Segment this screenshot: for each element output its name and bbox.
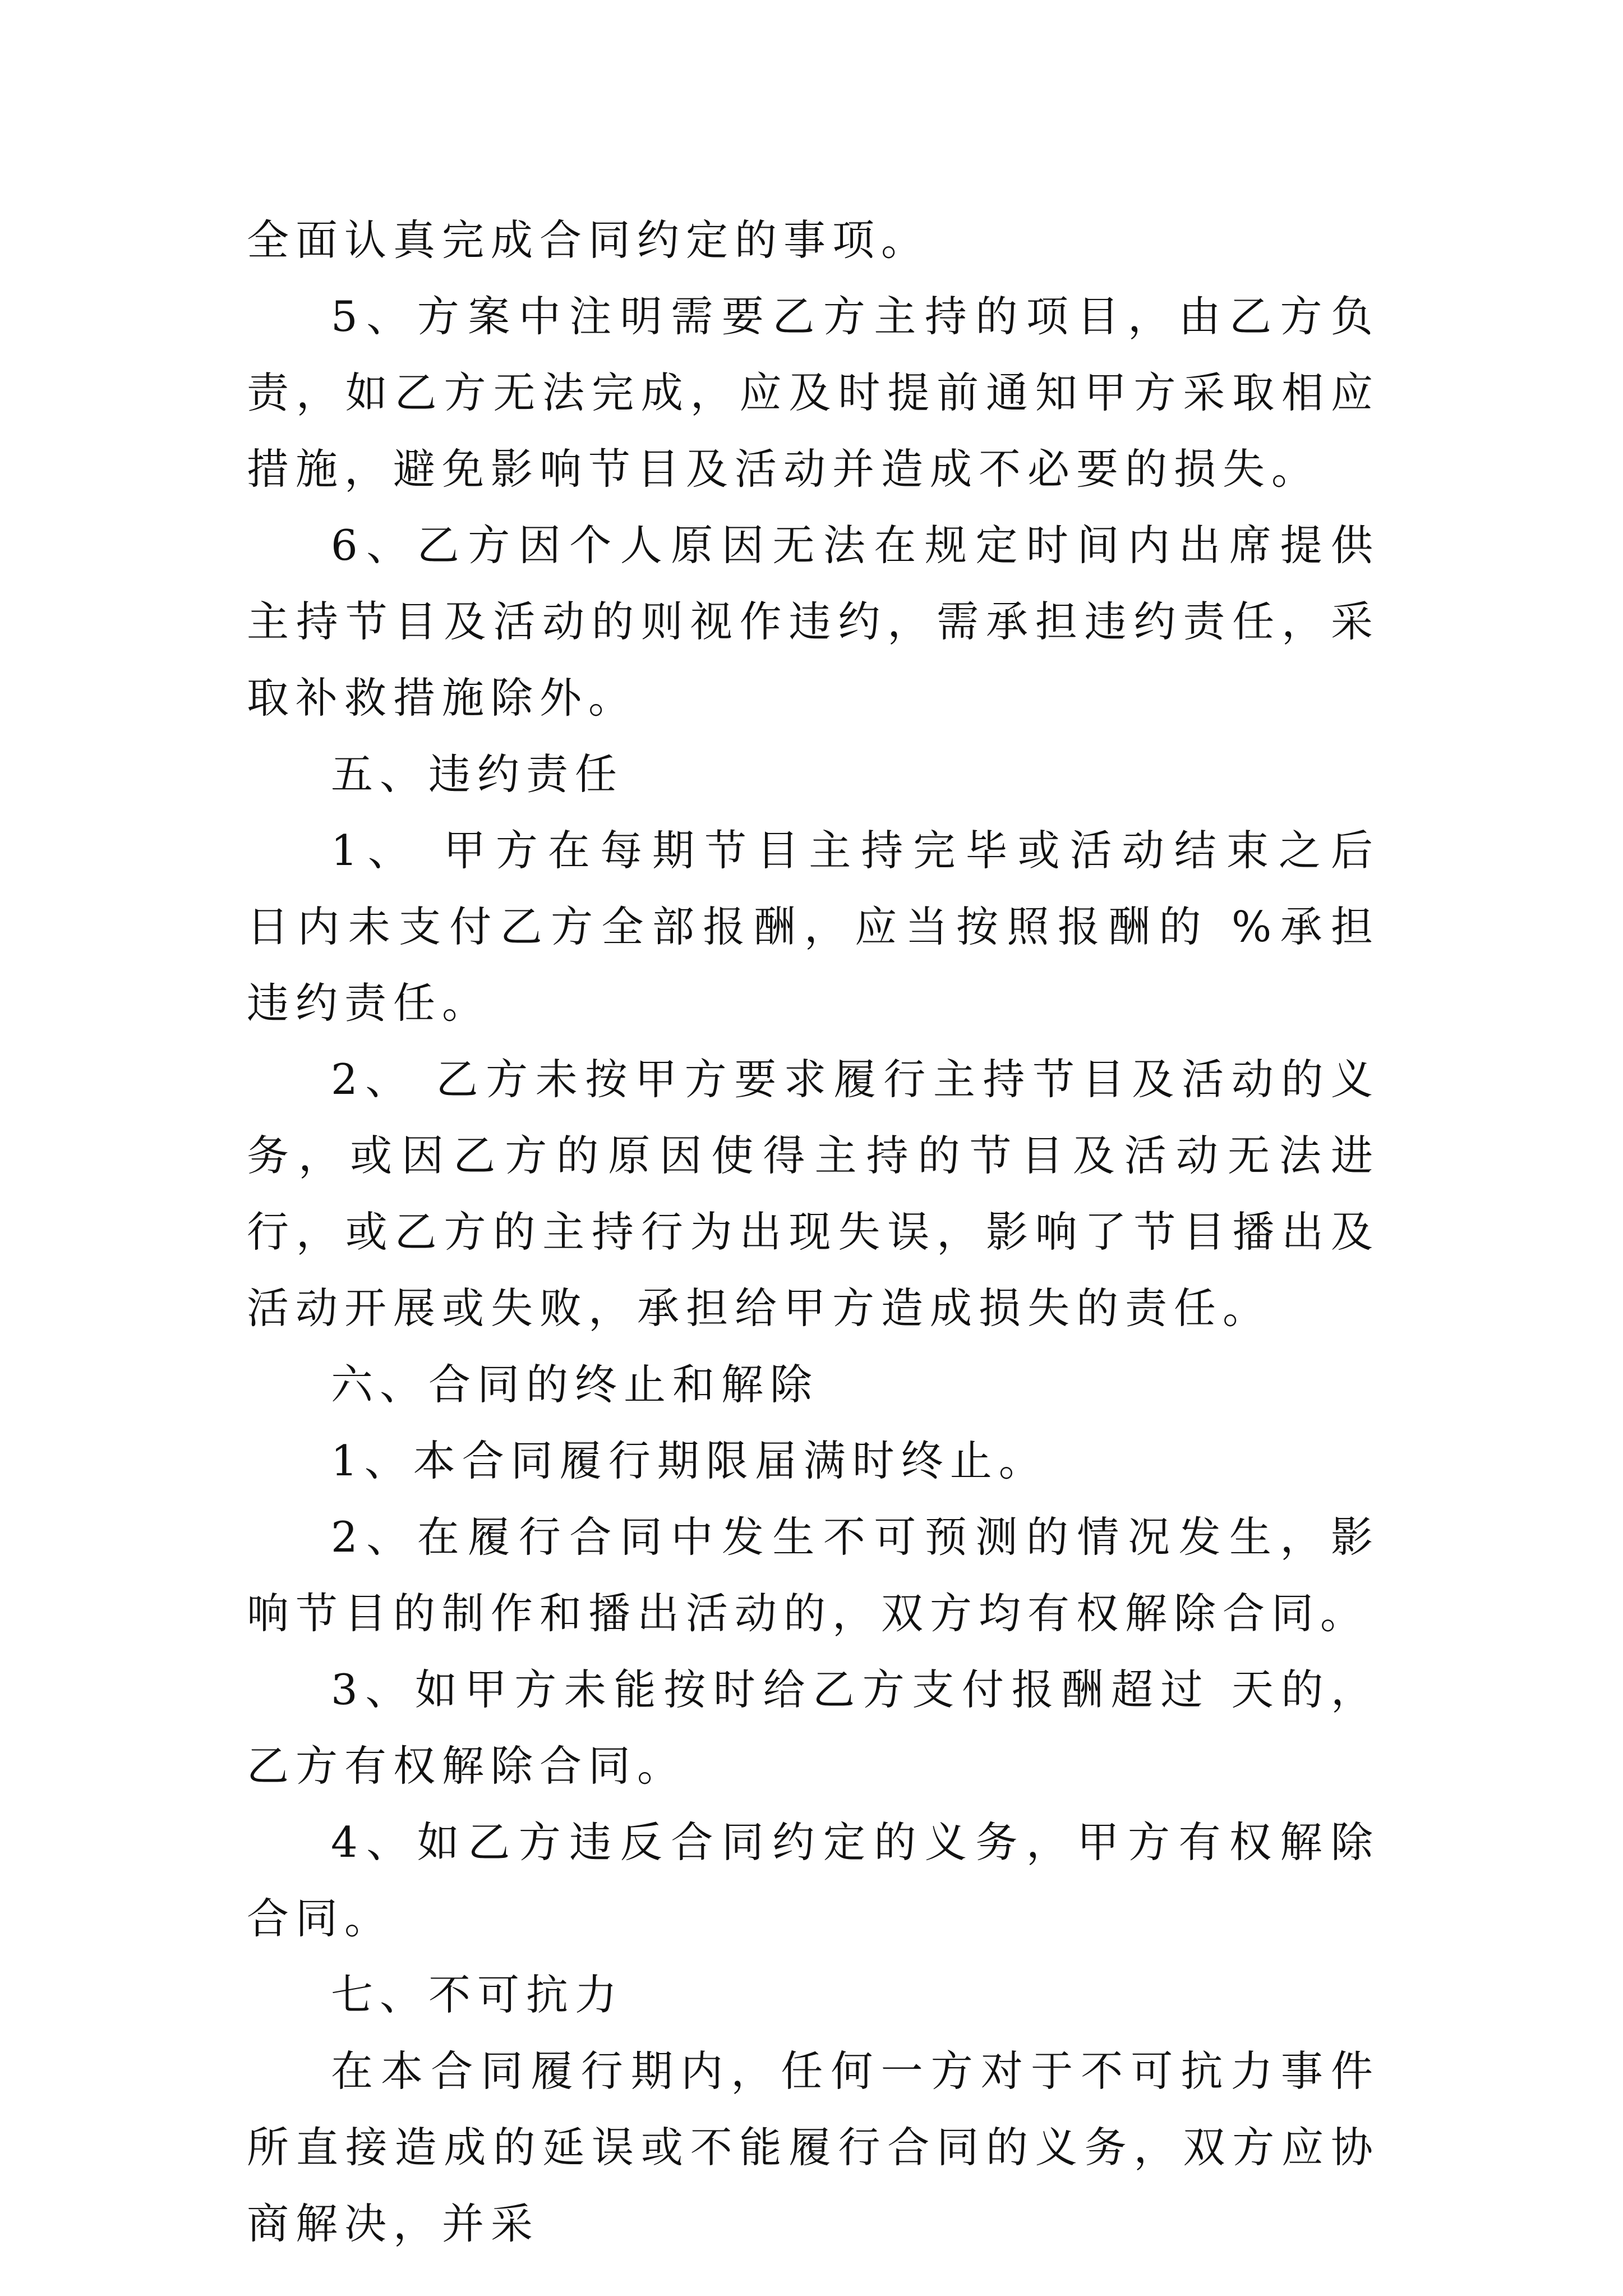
section-heading-breach-liability: 五、违约责任 [331,749,624,799]
section-heading-force-majeure: 七、不可抗力 [331,1970,624,2019]
paragraph-continuation: 全面认真完成合同约定的事项。 [247,215,930,265]
clause-6-4: 4、如乙方违反合同约定的义务，甲方有权解除合同。 [247,1818,1380,1943]
clause-5-1: 1、 甲方在每期节目主持完毕或活动结束之后 日内未支付乙方全部报酬，应当按照报酬的 %承担违约责任。 [247,826,1380,1028]
clause-6-3: 3、如甲方未能按时给乙方支付报酬超过 天的，乙方有权解除合同。 [247,1665,1380,1791]
clause-5-2: 2、 乙方未按甲方要求履行主持节目及活动的义务，或因乙方的原因使得主持的节目及活动无法进行，或乙方的主持行为出现失误，影响了节目播出及活动开展或失败，承担给甲方造成损失的责任。 [247,1055,1380,1333]
clause-6-2: 2、在履行合同中发生不可预测的情况发生，影响节目的制作和播出活动的，双方均有权解除合同。 [247,1512,1380,1638]
section-heading-termination: 六、合同的终止和解除 [331,1360,819,1409]
clause-6-1: 1、本合同履行期限届满时终止。 [331,1436,1048,1485]
clause-4-5: 5、方案中注明需要乙方主持的项目，由乙方负责，如乙方无法完成，应及时提前通知甲方采取相应措施，避免影响节目及活动并造成不必要的损失。 [247,292,1380,494]
clause-4-6: 6、乙方因个人原因无法在规定时间内出席提供主持节目及活动的则视作违约，需承担违约责任，采取补救措施除外。 [247,521,1380,723]
document-body [247,202,1380,2262]
clause-7-body: 在本合同履行期内，任何一方对于不可抗力事件所直接造成的延误或不能履行合同的义务，双方应协商解决，并采 [247,2046,1380,2248]
